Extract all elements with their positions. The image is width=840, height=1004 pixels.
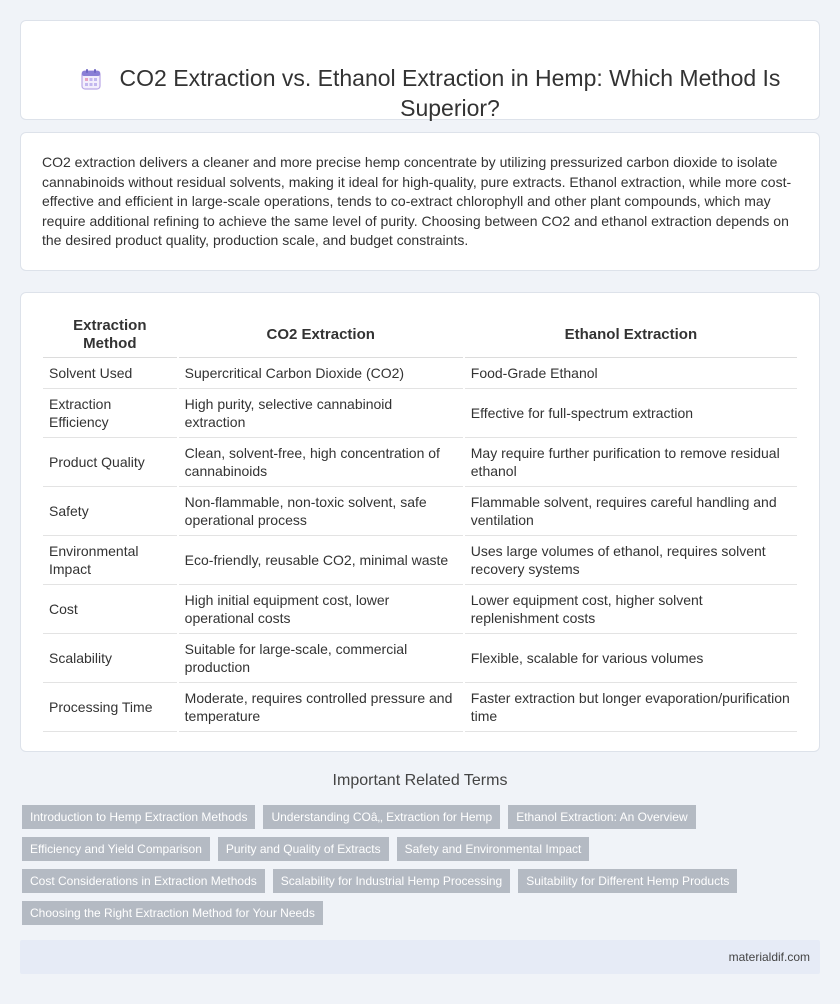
related-term-tag[interactable]: Purity and Quality of Extracts	[218, 837, 389, 861]
related-term-tag[interactable]: Choosing the Right Extraction Method for Your Needs	[22, 901, 323, 925]
ethanol-cell: Lower equipment cost, higher solvent replenishment costs	[465, 585, 797, 634]
co2-cell: Suitable for large-scale, commercial production	[179, 634, 463, 683]
table-row	[43, 389, 797, 438]
footer	[20, 940, 820, 974]
related-term-tag[interactable]: Understanding COâ‚‚ Extraction for Hemp	[263, 805, 500, 829]
related-term-tag[interactable]: Scalability for Industrial Hemp Processing	[273, 869, 510, 893]
intro-paragraph: CO2 extraction delivers a cleaner and more precise hemp concentrate by utilizing pressurized carbon dioxide to isolate cannabinoids without residual solvents, making it ideal for high-quality, pure extracts. Ethanol extraction, while more cost-effective and efficient in large-scale operations, tends to co-extract chlorophyll and other plant compounds, which may require additional refining to achieve the same level of purity. Choosing between CO2 and ethanol extraction depends on the desired product quality, production scale, and budget constraints.	[42, 154, 792, 248]
row-label: Solvent Used	[43, 358, 177, 389]
table-row	[43, 358, 797, 389]
table-row	[43, 683, 797, 732]
co2-cell: High purity, selective cannabinoid extraction	[179, 389, 463, 438]
related-term-tag[interactable]: Safety and Environmental Impact	[397, 837, 590, 861]
co2-cell: Supercritical Carbon Dioxide (CO2)	[179, 358, 463, 389]
related-term-tag[interactable]: Efficiency and Yield Comparison	[22, 837, 210, 861]
ethanol-cell: Faster extraction but longer evaporation/purification time	[465, 683, 797, 732]
row-label: Product Quality	[43, 438, 177, 487]
table-row	[43, 634, 797, 683]
title-card	[20, 20, 820, 120]
row-label: Safety	[43, 487, 177, 536]
table-header-row	[43, 315, 797, 358]
page-title: CO2 Extraction vs. Ethanol Extraction in Hemp: Which Method Is Superior?	[119, 65, 781, 121]
related-terms-list	[22, 805, 802, 933]
co2-cell: Eco-friendly, reusable CO2, minimal waste	[179, 536, 463, 585]
table-row	[43, 536, 797, 585]
table-row	[43, 438, 797, 487]
ethanol-cell: Flammable solvent, requires careful handling and ventilation	[465, 487, 797, 536]
footer-site-link[interactable]: materialdif.com	[728, 950, 810, 964]
calendar-icon	[81, 68, 101, 90]
ethanol-cell: Uses large volumes of ethanol, requires solvent recovery systems	[465, 536, 797, 585]
row-label: Processing Time	[43, 683, 177, 732]
row-label: Scalability	[43, 634, 177, 683]
comparison-table	[41, 315, 799, 732]
co2-cell: Non-flammable, non-toxic solvent, safe operational process	[179, 487, 463, 536]
comparison-table-card	[20, 292, 820, 752]
row-label: Extraction Efficiency	[43, 389, 177, 438]
related-term-tag[interactable]: Ethanol Extraction: An Overview	[508, 805, 695, 829]
related-term-tag[interactable]: Cost Considerations in Extraction Methods	[22, 869, 265, 893]
co2-cell: Clean, solvent-free, high concentration of cannabinoids	[179, 438, 463, 487]
table-row	[43, 487, 797, 536]
header-extraction-method: Extraction Method	[43, 315, 177, 358]
intro-card	[20, 132, 820, 271]
row-label: Environmental Impact	[43, 536, 177, 585]
co2-cell: Moderate, requires controlled pressure and temperature	[179, 683, 463, 732]
related-term-tag[interactable]: Suitability for Different Hemp Products	[518, 869, 737, 893]
ethanol-cell: Flexible, scalable for various volumes	[465, 634, 797, 683]
related-term-tag[interactable]: Introduction to Hemp Extraction Methods	[22, 805, 255, 829]
table-row	[43, 585, 797, 634]
ethanol-cell: Food-Grade Ethanol	[465, 358, 797, 389]
header-ethanol-extraction: Ethanol Extraction	[465, 315, 797, 358]
header-co2-extraction: CO2 Extraction	[179, 315, 463, 358]
ethanol-cell: May require further purification to remove residual ethanol	[465, 438, 797, 487]
co2-cell: High initial equipment cost, lower operational costs	[179, 585, 463, 634]
related-terms-heading: Important Related Terms	[332, 772, 508, 789]
row-label: Cost	[43, 585, 177, 634]
ethanol-cell: Effective for full-spectrum extraction	[465, 389, 797, 438]
